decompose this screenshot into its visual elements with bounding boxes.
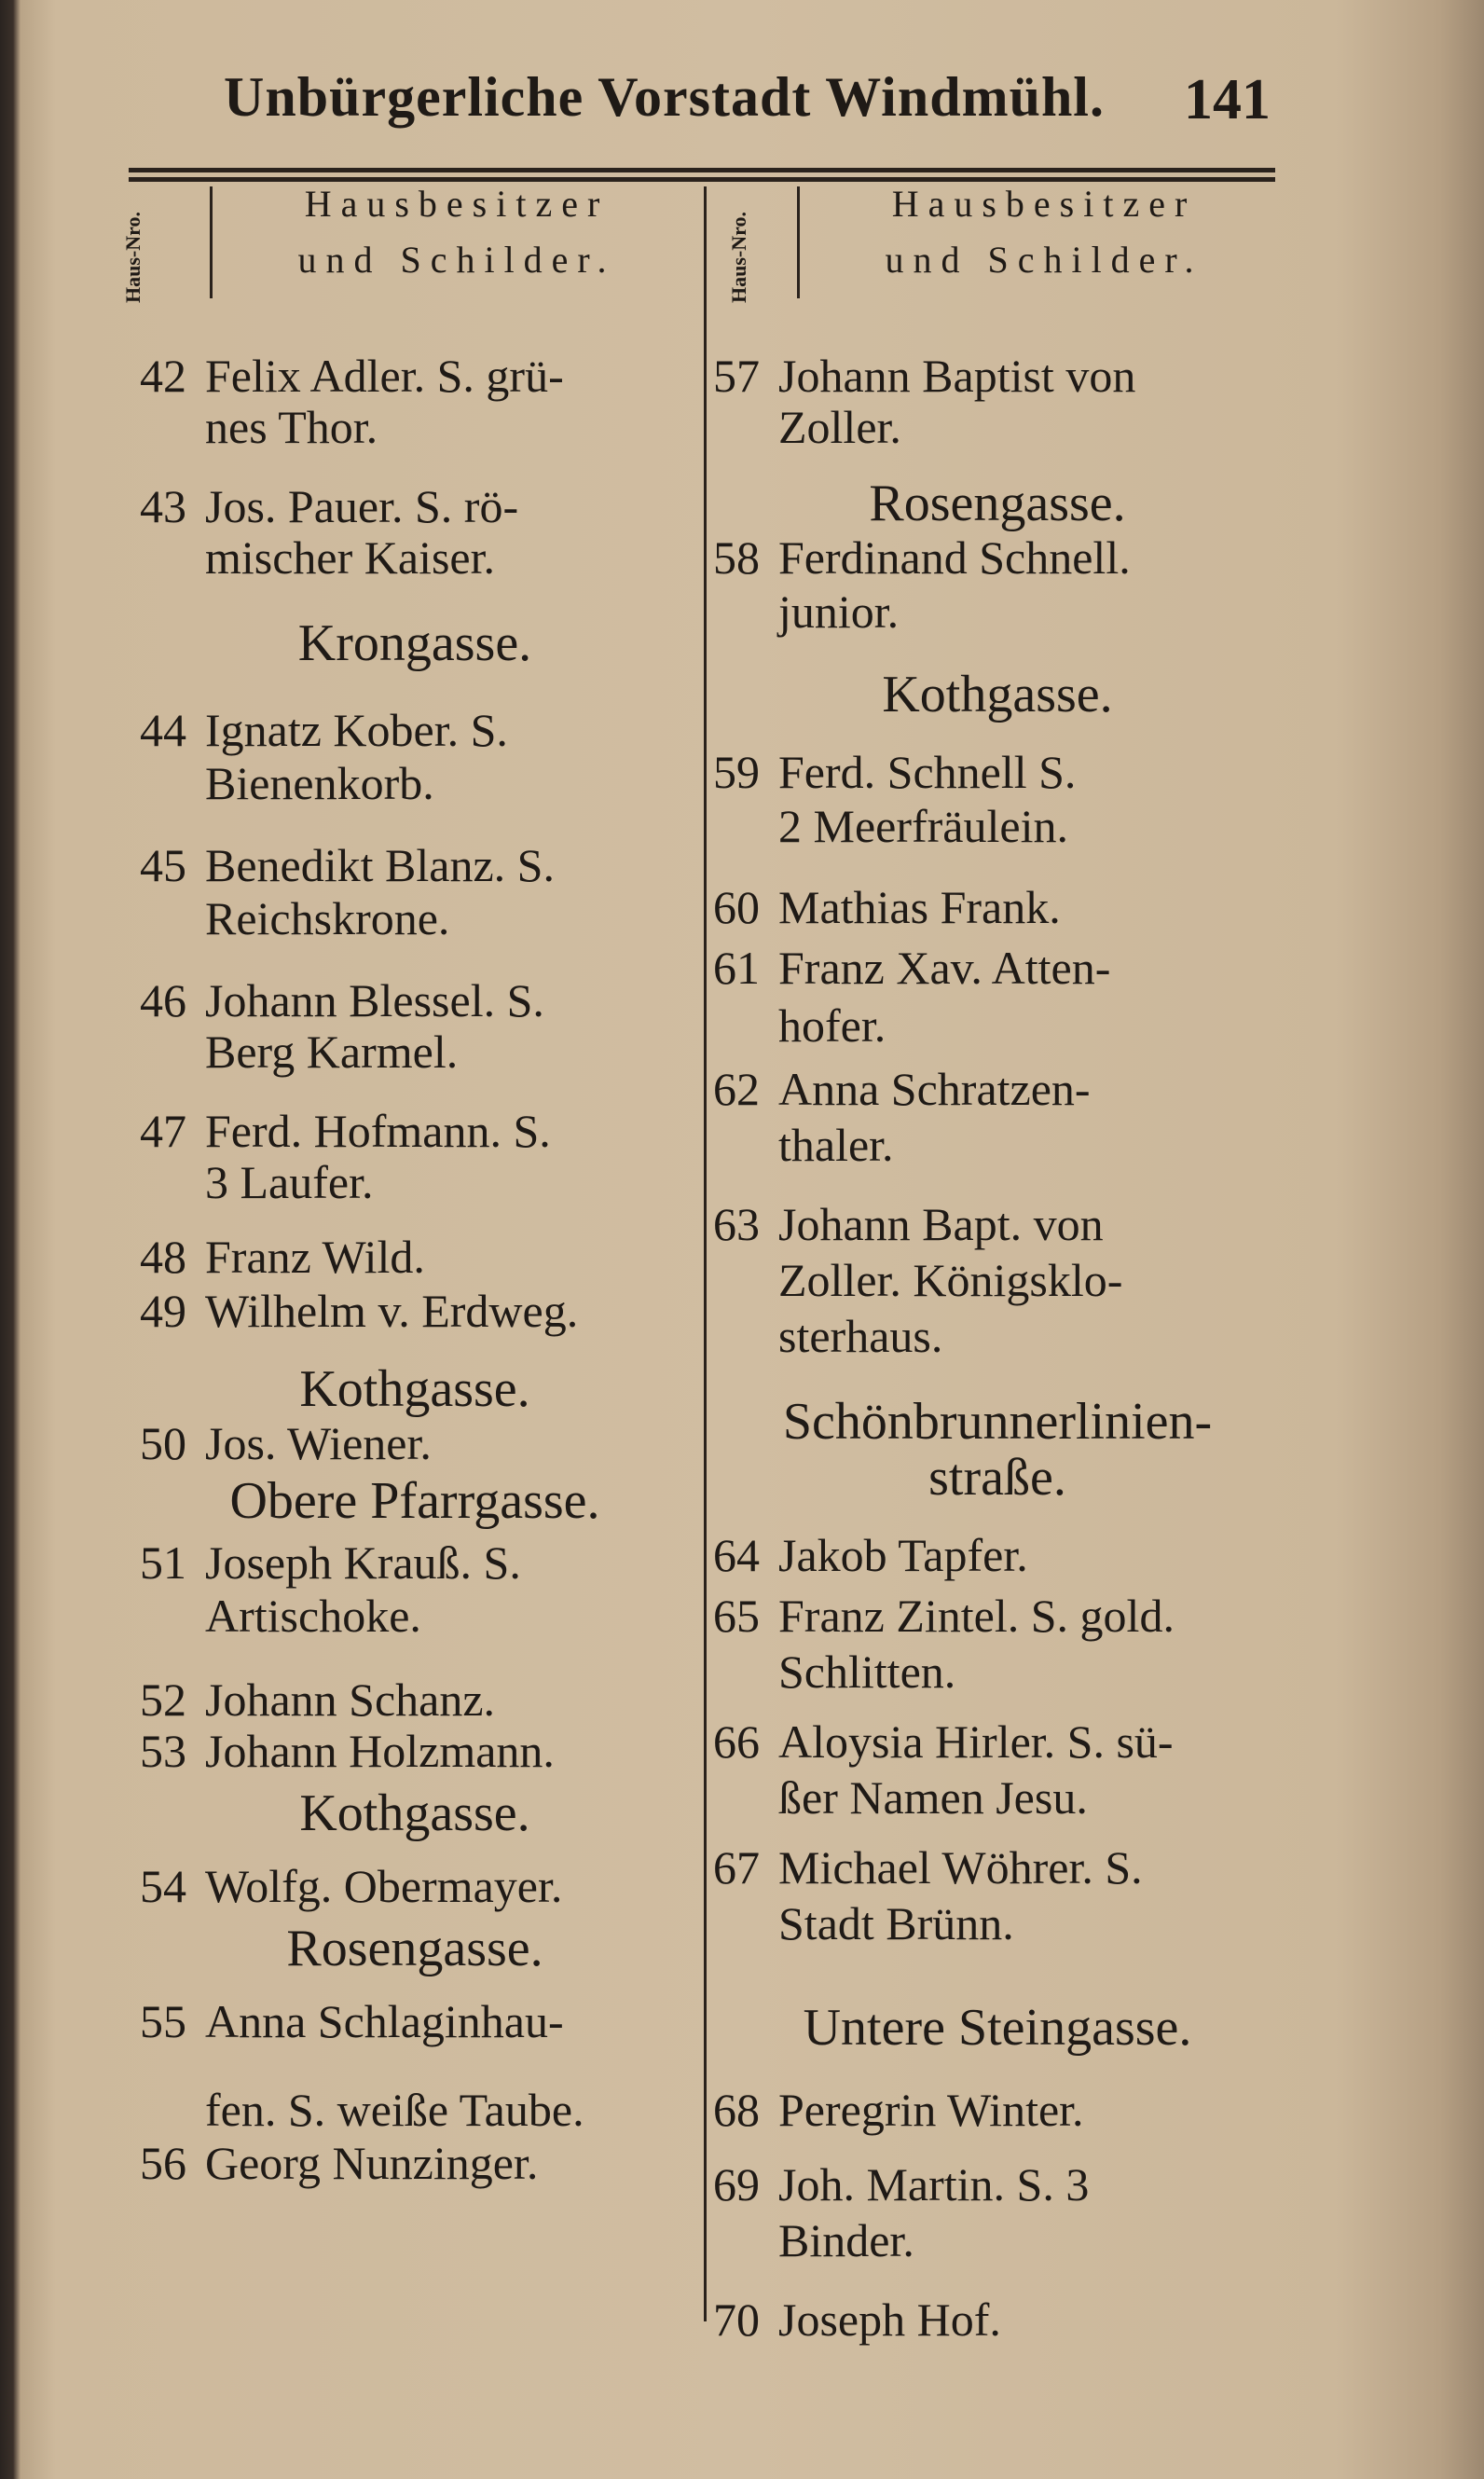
owner-text: Anna Schlaginhau- — [205, 1995, 564, 2047]
owner-header-line1: Hausbesitzer — [304, 183, 610, 225]
owner-text: Jakob Tapfer. — [778, 1529, 1028, 1581]
house-entry — [140, 839, 555, 891]
owner-text: Mathias Frank. — [778, 881, 1061, 933]
house-entry — [713, 881, 1061, 933]
header-divider — [210, 186, 213, 298]
owner-text: 3 Laufer. — [205, 1156, 374, 1208]
owner-text: Zoller. Königsklo- — [778, 1254, 1123, 1306]
owner-text: Aloysia Hirler. S. sü- — [778, 1715, 1174, 1768]
house-number: 47 — [140, 1105, 186, 1157]
street-heading: Krongasse. — [297, 614, 532, 672]
house-entry-continuation — [713, 999, 886, 1052]
house-number: 55 — [140, 1995, 186, 2047]
house-entry-continuation — [140, 2084, 584, 2136]
street-heading: Rosengasse. — [869, 475, 1126, 532]
owner-text: ßer Namen Jesu. — [778, 1771, 1088, 1824]
street-heading: straße. — [928, 1449, 1066, 1507]
house-number-header: Haus-Nro. — [121, 212, 144, 303]
house-entry — [140, 350, 564, 402]
owner-text: hofer. — [778, 999, 886, 1052]
owner-text: junior. — [778, 585, 900, 638]
street-heading: Obere Pfarrgasse. — [229, 1472, 600, 1530]
owner-text: Franz Xav. Atten- — [778, 942, 1111, 994]
house-number: 60 — [713, 881, 760, 933]
house-number: 54 — [140, 1860, 186, 1912]
owner-text: Berg Karmel. — [205, 1026, 459, 1078]
owner-text: Bienenkorb. — [205, 757, 434, 809]
house-number: 50 — [140, 1417, 186, 1469]
house-entry-continuation — [140, 892, 449, 944]
owner-text: Johann Holzmann. — [205, 1725, 555, 1777]
header-rule-top — [129, 168, 1275, 172]
house-number: 69 — [713, 2158, 760, 2210]
house-number: 48 — [140, 1231, 186, 1283]
owner-text: mischer Kaiser. — [205, 531, 496, 584]
street-heading: Kothgasse. — [299, 1360, 530, 1418]
house-number: 43 — [140, 480, 186, 532]
street-heading: Schönbrunnerlinien- — [782, 1393, 1213, 1451]
house-entry — [713, 531, 1131, 584]
owner-text: Joseph Hof. — [778, 2293, 1001, 2346]
owner-text: Johann Blessel. S. — [205, 974, 544, 1026]
owner-text: nes Thor. — [205, 401, 378, 453]
owner-text: Binder. — [778, 2214, 914, 2266]
house-number: 58 — [713, 531, 760, 584]
house-entry — [713, 1063, 1091, 1115]
owner-text: Zoller. — [778, 401, 901, 453]
house-entry — [140, 1417, 432, 1469]
house-entry — [713, 1590, 1175, 1642]
owner-text: Franz Wild. — [205, 1231, 425, 1283]
house-number: 68 — [713, 2084, 760, 2136]
house-entry-continuation — [713, 401, 901, 453]
owner-text: Johann Bapt. von — [778, 1198, 1104, 1250]
house-entry — [140, 480, 518, 532]
house-entry — [713, 746, 1076, 798]
house-number: 67 — [713, 1841, 760, 1894]
house-entry — [713, 350, 1135, 402]
house-entry — [713, 2084, 1084, 2136]
house-entry — [713, 2293, 1001, 2346]
house-entry-continuation — [713, 1771, 1088, 1824]
house-number: 59 — [713, 746, 760, 798]
page-number: 141 — [1184, 68, 1271, 131]
house-entry — [713, 2158, 1089, 2210]
house-entry — [140, 1285, 578, 1337]
owner-text: Anna Schratzen- — [778, 1063, 1091, 1115]
owner-text: Peregrin Winter. — [778, 2084, 1084, 2136]
owner-text: Johann Baptist von — [778, 350, 1136, 402]
owner-header-line2: und Schilder. — [297, 239, 616, 281]
header-divider — [797, 186, 800, 298]
house-entry-continuation — [713, 1310, 942, 1362]
house-entry — [140, 1536, 521, 1589]
owner-text: Schlitten. — [778, 1646, 956, 1698]
house-entry-continuation — [713, 2214, 914, 2266]
house-entry-continuation — [140, 1590, 421, 1642]
house-entry — [140, 974, 544, 1026]
house-number: 52 — [140, 1673, 186, 1726]
street-heading: Kothgasse. — [299, 1784, 530, 1842]
house-entry — [140, 1725, 555, 1777]
house-entry-continuation — [140, 1156, 373, 1208]
column-divider — [704, 186, 707, 2321]
house-entry-continuation — [140, 531, 495, 584]
owner-text: Joseph Krauß. S. — [205, 1536, 521, 1589]
house-number: 65 — [713, 1590, 760, 1642]
house-number: 44 — [140, 704, 186, 756]
house-entry — [140, 704, 508, 756]
owner-text: Wolfg. Obermayer. — [205, 1860, 563, 1912]
house-number: 49 — [140, 1285, 186, 1337]
house-number: 61 — [713, 942, 760, 994]
owner-text: Johann Schanz. — [205, 1673, 496, 1726]
house-entry-continuation — [713, 585, 899, 638]
house-number: 42 — [140, 350, 186, 402]
owner-text: Michael Wöhrer. S. — [778, 1841, 1143, 1894]
house-number-header: Haus-Nro. — [727, 212, 750, 303]
owner-text: 2 Meerfräulein. — [778, 800, 1068, 852]
owner-text: Wilhelm v. Erdweg. — [205, 1285, 579, 1337]
street-heading: Rosengasse. — [286, 1920, 543, 1977]
house-entry — [140, 2137, 538, 2189]
owner-header-line1: Hausbesitzer — [891, 183, 1197, 225]
house-number: 63 — [713, 1198, 760, 1250]
house-entry-continuation — [713, 1254, 1122, 1306]
house-number: 51 — [140, 1536, 186, 1589]
house-entry — [140, 1673, 495, 1726]
house-entry-continuation — [713, 1897, 1014, 1949]
house-entry — [140, 1105, 551, 1157]
owner-text: Jos. Wiener. — [205, 1417, 432, 1469]
owner-text: Benedikt Blanz. S. — [205, 839, 555, 891]
house-number: 70 — [713, 2293, 760, 2346]
house-number: 66 — [713, 1715, 760, 1768]
owner-text: Ferdinand Schnell. — [778, 531, 1131, 584]
house-entry — [140, 1231, 425, 1283]
house-entry — [713, 1198, 1104, 1250]
house-number: 45 — [140, 839, 186, 891]
owner-text: Franz Zintel. S. gold. — [778, 1590, 1175, 1642]
house-number: 62 — [713, 1063, 760, 1115]
running-header-title: Unbürgerliche Vorstadt Windmühl. — [224, 66, 1105, 128]
owner-text: Ferd. Schnell S. — [778, 746, 1077, 798]
house-number: 57 — [713, 350, 760, 402]
owner-text: Reichskrone. — [205, 892, 450, 944]
house-entry — [713, 1841, 1143, 1894]
house-entry-continuation — [713, 1119, 894, 1171]
owner-text: Ferd. Hofmann. S. — [205, 1105, 551, 1157]
owner-text: fen. S. weiße Taube. — [205, 2084, 584, 2136]
owner-text: Felix Adler. S. grü- — [205, 350, 564, 402]
owner-text: Artischoke. — [205, 1590, 421, 1642]
house-entry — [140, 1860, 562, 1912]
street-heading: Untere Steingasse. — [803, 1999, 1192, 2057]
owner-text: sterhaus. — [778, 1310, 943, 1362]
house-entry-continuation — [140, 757, 434, 809]
street-heading: Kothgasse. — [882, 666, 1113, 723]
house-number: 46 — [140, 974, 186, 1026]
house-number: 56 — [140, 2137, 186, 2189]
owner-text: Georg Nunzinger. — [205, 2137, 539, 2189]
owner-text: Stadt Brünn. — [778, 1897, 1014, 1949]
owner-text: Jos. Pauer. S. rö- — [205, 480, 519, 532]
owner-text: Ignatz Kober. S. — [205, 704, 508, 756]
house-number: 53 — [140, 1725, 186, 1777]
owner-text: thaler. — [778, 1119, 894, 1171]
owner-header-line2: und Schilder. — [885, 239, 1203, 281]
house-entry-continuation — [713, 800, 1068, 852]
house-number: 64 — [713, 1529, 760, 1581]
house-entry — [713, 1715, 1174, 1768]
house-entry — [713, 1529, 1028, 1581]
house-entry-continuation — [140, 1026, 458, 1078]
house-entry — [140, 1995, 564, 2047]
house-entry-continuation — [140, 401, 378, 453]
owner-text: Joh. Martin. S. 3 — [778, 2158, 1090, 2210]
house-entry-continuation — [713, 1646, 955, 1698]
house-entry — [713, 942, 1110, 994]
